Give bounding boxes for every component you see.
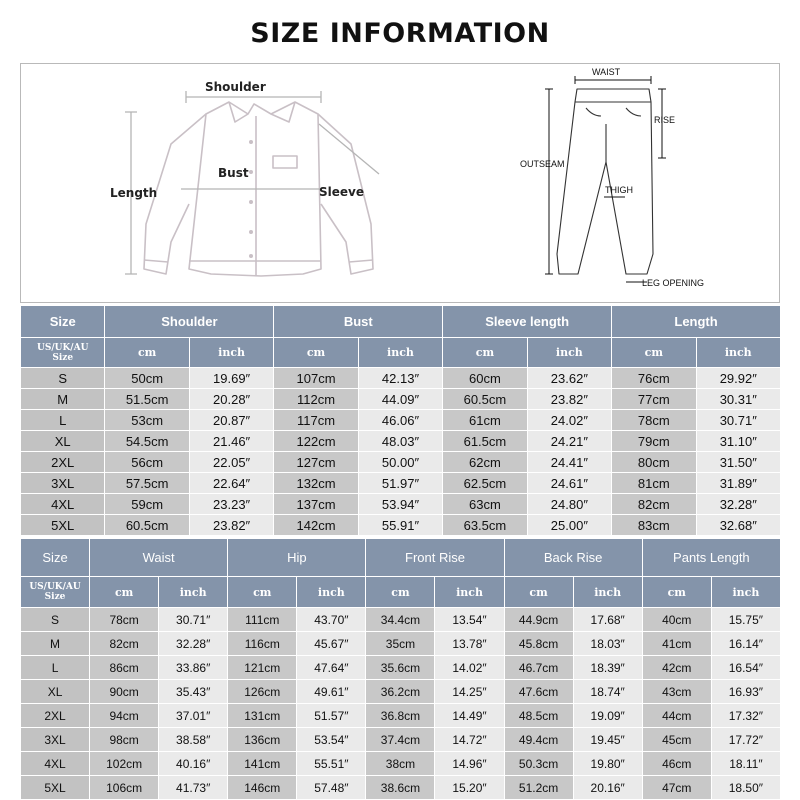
- table-row: [21, 752, 780, 775]
- cm-value-cell: 38cm: [366, 752, 434, 775]
- length-label: Length: [110, 186, 158, 200]
- top-size-table: [20, 305, 781, 536]
- cm-value-cell: 86cm: [90, 656, 158, 679]
- table-row: [21, 452, 780, 472]
- cm-value-cell: 59cm: [105, 494, 188, 514]
- size-region-line1: US/UK/AU: [37, 342, 89, 353]
- cm-value-cell: 51.5cm: [105, 389, 188, 409]
- cm-value-cell: 121cm: [228, 656, 296, 679]
- cm-value-cell: 78cm: [90, 608, 158, 631]
- cm-value-cell: 56cm: [105, 452, 188, 472]
- inch-value-cell: 22.05″: [190, 452, 273, 472]
- size-cell: 3XL: [21, 473, 104, 493]
- cm-value-cell: 106cm: [90, 776, 158, 799]
- inch-value-cell: 13.78″: [435, 632, 503, 655]
- outseam-label: OUTSEAM: [520, 159, 565, 169]
- unit-inch-header: inch: [697, 338, 780, 367]
- cm-value-cell: 36.8cm: [366, 704, 434, 727]
- size-cell: L: [21, 656, 89, 679]
- unit-inch-header: inch: [435, 577, 503, 607]
- cm-value-cell: 49.4cm: [505, 728, 573, 751]
- cm-value-cell: 50cm: [105, 368, 188, 388]
- unit-cm-header: cm: [228, 577, 296, 607]
- inch-value-cell: 25.00″: [528, 515, 611, 535]
- table-row: [21, 704, 780, 727]
- inch-value-cell: 30.31″: [697, 389, 780, 409]
- size-header: Size: [21, 539, 89, 576]
- cm-value-cell: 62cm: [443, 452, 526, 472]
- inch-value-cell: 30.71″: [159, 608, 227, 631]
- cm-value-cell: 122cm: [274, 431, 357, 451]
- table-row: [21, 680, 780, 703]
- cm-value-cell: 53cm: [105, 410, 188, 430]
- unit-cm-header: cm: [90, 577, 158, 607]
- table-row: [21, 368, 780, 388]
- inch-value-cell: 38.58″: [159, 728, 227, 751]
- inch-value-cell: 24.41″: [528, 452, 611, 472]
- inch-value-cell: 37.01″: [159, 704, 227, 727]
- size-region-line2: Size: [52, 352, 74, 363]
- cm-value-cell: 60cm: [443, 368, 526, 388]
- inch-value-cell: 29.92″: [697, 368, 780, 388]
- size-cell: 4XL: [21, 494, 104, 514]
- inch-value-cell: 32.28″: [159, 632, 227, 655]
- inch-value-cell: 17.32″: [712, 704, 780, 727]
- shirt-buttons: [249, 140, 253, 258]
- inch-value-cell: 49.61″: [297, 680, 365, 703]
- inch-value-cell: 18.74″: [574, 680, 642, 703]
- table-row: [21, 608, 780, 631]
- cm-value-cell: 44.9cm: [505, 608, 573, 631]
- table-row: [21, 656, 780, 679]
- table-row: [21, 473, 780, 493]
- bottom-size-table: [20, 538, 781, 800]
- unit-inch-header: inch: [190, 338, 273, 367]
- cm-value-cell: 61.5cm: [443, 431, 526, 451]
- inch-value-cell: 18.50″: [712, 776, 780, 799]
- table-row: [21, 776, 780, 799]
- unit-inch-header: inch: [359, 338, 442, 367]
- size-cell: 3XL: [21, 728, 89, 751]
- cm-value-cell: 48.5cm: [505, 704, 573, 727]
- cm-value-cell: 54.5cm: [105, 431, 188, 451]
- size-cell: S: [21, 368, 104, 388]
- unit-cm-header: cm: [274, 338, 357, 367]
- garment-illustration: [21, 64, 779, 302]
- unit-cm-header: cm: [443, 338, 526, 367]
- cm-value-cell: 116cm: [228, 632, 296, 655]
- inch-value-cell: 33.86″: [159, 656, 227, 679]
- table-row: [21, 632, 780, 655]
- table-row: [21, 431, 780, 451]
- cm-value-cell: 37.4cm: [366, 728, 434, 751]
- cm-value-cell: 42cm: [643, 656, 711, 679]
- inch-value-cell: 50.00″: [359, 452, 442, 472]
- inch-value-cell: 41.73″: [159, 776, 227, 799]
- inch-value-cell: 16.54″: [712, 656, 780, 679]
- inch-value-cell: 51.57″: [297, 704, 365, 727]
- cm-value-cell: 36.2cm: [366, 680, 434, 703]
- cm-value-cell: 57.5cm: [105, 473, 188, 493]
- size-cell: 4XL: [21, 752, 89, 775]
- inch-value-cell: 55.91″: [359, 515, 442, 535]
- cm-value-cell: 43cm: [643, 680, 711, 703]
- size-cell: M: [21, 632, 89, 655]
- cm-value-cell: 51.2cm: [505, 776, 573, 799]
- cm-value-cell: 112cm: [274, 389, 357, 409]
- unit-cm-header: cm: [612, 338, 695, 367]
- cm-value-cell: 78cm: [612, 410, 695, 430]
- size-cell: S: [21, 608, 89, 631]
- cm-value-cell: 83cm: [612, 515, 695, 535]
- waist-header: Waist: [90, 539, 227, 576]
- bust-label: Bust: [218, 166, 249, 180]
- inch-value-cell: 45.67″: [297, 632, 365, 655]
- inch-value-cell: 23.62″: [528, 368, 611, 388]
- leg-opening-label: LEG OPENING: [642, 278, 705, 288]
- inch-value-cell: 23.82″: [528, 389, 611, 409]
- inch-value-cell: 30.71″: [697, 410, 780, 430]
- size-cell: L: [21, 410, 104, 430]
- inch-value-cell: 14.02″: [435, 656, 503, 679]
- unit-cm-header: cm: [105, 338, 188, 367]
- cm-value-cell: 60.5cm: [443, 389, 526, 409]
- inch-value-cell: 14.96″: [435, 752, 503, 775]
- table-row: [21, 389, 780, 409]
- inch-value-cell: 24.02″: [528, 410, 611, 430]
- inch-value-cell: 18.39″: [574, 656, 642, 679]
- size-cell: M: [21, 389, 104, 409]
- inch-value-cell: 17.72″: [712, 728, 780, 751]
- cm-value-cell: 35cm: [366, 632, 434, 655]
- measurement-diagram: [20, 63, 780, 303]
- inch-value-cell: 32.28″: [697, 494, 780, 514]
- inch-value-cell: 21.46″: [190, 431, 273, 451]
- cm-value-cell: 136cm: [228, 728, 296, 751]
- cm-value-cell: 80cm: [612, 452, 695, 472]
- cm-value-cell: 38.6cm: [366, 776, 434, 799]
- shoulder-header: Shoulder: [105, 306, 273, 337]
- unit-inch-header: inch: [297, 577, 365, 607]
- inch-value-cell: 19.09″: [574, 704, 642, 727]
- inch-value-cell: 23.23″: [190, 494, 273, 514]
- cm-value-cell: 146cm: [228, 776, 296, 799]
- unit-cm-header: cm: [505, 577, 573, 607]
- cm-value-cell: 137cm: [274, 494, 357, 514]
- cm-value-cell: 94cm: [90, 704, 158, 727]
- inch-value-cell: 40.16″: [159, 752, 227, 775]
- inch-value-cell: 22.64″: [190, 473, 273, 493]
- size-region-line1: US/UK/AU: [29, 582, 81, 592]
- unit-cm-header: cm: [366, 577, 434, 607]
- cm-value-cell: 111cm: [228, 608, 296, 631]
- inch-value-cell: 24.61″: [528, 473, 611, 493]
- inch-value-cell: 44.09″: [359, 389, 442, 409]
- cm-value-cell: 63.5cm: [443, 515, 526, 535]
- cm-value-cell: 141cm: [228, 752, 296, 775]
- cm-value-cell: 34.4cm: [366, 608, 434, 631]
- cm-value-cell: 62.5cm: [443, 473, 526, 493]
- bust-header: Bust: [274, 306, 442, 337]
- inch-value-cell: 23.82″: [190, 515, 273, 535]
- cm-value-cell: 98cm: [90, 728, 158, 751]
- cm-value-cell: 77cm: [612, 389, 695, 409]
- hip-header: Hip: [228, 539, 365, 576]
- pants-measure-lines: [545, 76, 666, 282]
- cm-value-cell: 45.8cm: [505, 632, 573, 655]
- cm-value-cell: 60.5cm: [105, 515, 188, 535]
- cm-value-cell: 63cm: [443, 494, 526, 514]
- size-region-header: [21, 577, 89, 607]
- length-header: Length: [612, 306, 780, 337]
- size-cell: 5XL: [21, 515, 104, 535]
- unit-cm-header: cm: [643, 577, 711, 607]
- unit-inch-header: inch: [574, 577, 642, 607]
- inch-value-cell: 53.54″: [297, 728, 365, 751]
- inch-value-cell: 48.03″: [359, 431, 442, 451]
- inch-value-cell: 13.54″: [435, 608, 503, 631]
- inch-value-cell: 43.70″: [297, 608, 365, 631]
- size-cell: 5XL: [21, 776, 89, 799]
- inch-value-cell: 19.45″: [574, 728, 642, 751]
- inch-value-cell: 42.13″: [359, 368, 442, 388]
- cm-value-cell: 117cm: [274, 410, 357, 430]
- inch-value-cell: 15.20″: [435, 776, 503, 799]
- cm-value-cell: 46cm: [643, 752, 711, 775]
- rise-label: RISE: [654, 115, 676, 125]
- table-row: [21, 728, 780, 751]
- cm-value-cell: 90cm: [90, 680, 158, 703]
- cm-value-cell: 81cm: [612, 473, 695, 493]
- inch-value-cell: 24.80″: [528, 494, 611, 514]
- size-cell: 2XL: [21, 452, 104, 472]
- inch-value-cell: 55.51″: [297, 752, 365, 775]
- cm-value-cell: 46.7cm: [505, 656, 573, 679]
- inch-value-cell: 14.72″: [435, 728, 503, 751]
- thigh-label: THIGH: [605, 185, 633, 195]
- cm-value-cell: 76cm: [612, 368, 695, 388]
- inch-value-cell: 15.75″: [712, 608, 780, 631]
- front-rise-header: Front Rise: [366, 539, 503, 576]
- inch-value-cell: 14.49″: [435, 704, 503, 727]
- unit-inch-header: inch: [528, 338, 611, 367]
- shoulder-label: Shoulder: [205, 80, 266, 94]
- inch-value-cell: 31.89″: [697, 473, 780, 493]
- cm-value-cell: 44cm: [643, 704, 711, 727]
- inch-value-cell: 24.21″: [528, 431, 611, 451]
- cm-value-cell: 82cm: [90, 632, 158, 655]
- size-header: Size: [21, 306, 104, 337]
- table-row: [21, 410, 780, 430]
- table-row: [21, 515, 780, 535]
- pants-drawing: [557, 89, 653, 274]
- table-row: [21, 494, 780, 514]
- cm-value-cell: 47.6cm: [505, 680, 573, 703]
- size-cell: 2XL: [21, 704, 89, 727]
- cm-value-cell: 41cm: [643, 632, 711, 655]
- inch-value-cell: 31.50″: [697, 452, 780, 472]
- inch-value-cell: 20.16″: [574, 776, 642, 799]
- cm-value-cell: 131cm: [228, 704, 296, 727]
- cm-value-cell: 102cm: [90, 752, 158, 775]
- cm-value-cell: 127cm: [274, 452, 357, 472]
- cm-value-cell: 132cm: [274, 473, 357, 493]
- cm-value-cell: 35.6cm: [366, 656, 434, 679]
- inch-value-cell: 14.25″: [435, 680, 503, 703]
- waist-label: WAIST: [592, 67, 621, 77]
- size-cell: XL: [21, 431, 104, 451]
- cm-value-cell: 50.3cm: [505, 752, 573, 775]
- cm-value-cell: 107cm: [274, 368, 357, 388]
- pants-length-header: Pants Length: [643, 539, 780, 576]
- size-cell: XL: [21, 680, 89, 703]
- inch-value-cell: 19.80″: [574, 752, 642, 775]
- cm-value-cell: 126cm: [228, 680, 296, 703]
- inch-value-cell: 19.69″: [190, 368, 273, 388]
- inch-value-cell: 53.94″: [359, 494, 442, 514]
- inch-value-cell: 20.28″: [190, 389, 273, 409]
- cm-value-cell: 45cm: [643, 728, 711, 751]
- inch-value-cell: 35.43″: [159, 680, 227, 703]
- inch-value-cell: 20.87″: [190, 410, 273, 430]
- inch-value-cell: 31.10″: [697, 431, 780, 451]
- unit-inch-header: inch: [712, 577, 780, 607]
- sleeve-length-header: Sleeve length: [443, 306, 611, 337]
- inch-value-cell: 47.64″: [297, 656, 365, 679]
- inch-value-cell: 18.03″: [574, 632, 642, 655]
- inch-value-cell: 57.48″: [297, 776, 365, 799]
- inch-value-cell: 16.93″: [712, 680, 780, 703]
- cm-value-cell: 40cm: [643, 608, 711, 631]
- size-region-header: [21, 338, 104, 367]
- cm-value-cell: 142cm: [274, 515, 357, 535]
- cm-value-cell: 79cm: [612, 431, 695, 451]
- unit-inch-header: inch: [159, 577, 227, 607]
- shirt-measure-lines: [125, 91, 379, 274]
- inch-value-cell: 32.68″: [697, 515, 780, 535]
- inch-value-cell: 17.68″: [574, 608, 642, 631]
- inch-value-cell: 18.11″: [712, 752, 780, 775]
- inch-value-cell: 46.06″: [359, 410, 442, 430]
- page-title: SIZE INFORMATION: [250, 18, 550, 49]
- cm-value-cell: 61cm: [443, 410, 526, 430]
- cm-value-cell: 82cm: [612, 494, 695, 514]
- cm-value-cell: 47cm: [643, 776, 711, 799]
- sleeve-label: Sleeve: [319, 185, 364, 199]
- inch-value-cell: 51.97″: [359, 473, 442, 493]
- inch-value-cell: 16.14″: [712, 632, 780, 655]
- back-rise-header: Back Rise: [505, 539, 642, 576]
- size-region-line2: Size: [44, 592, 66, 602]
